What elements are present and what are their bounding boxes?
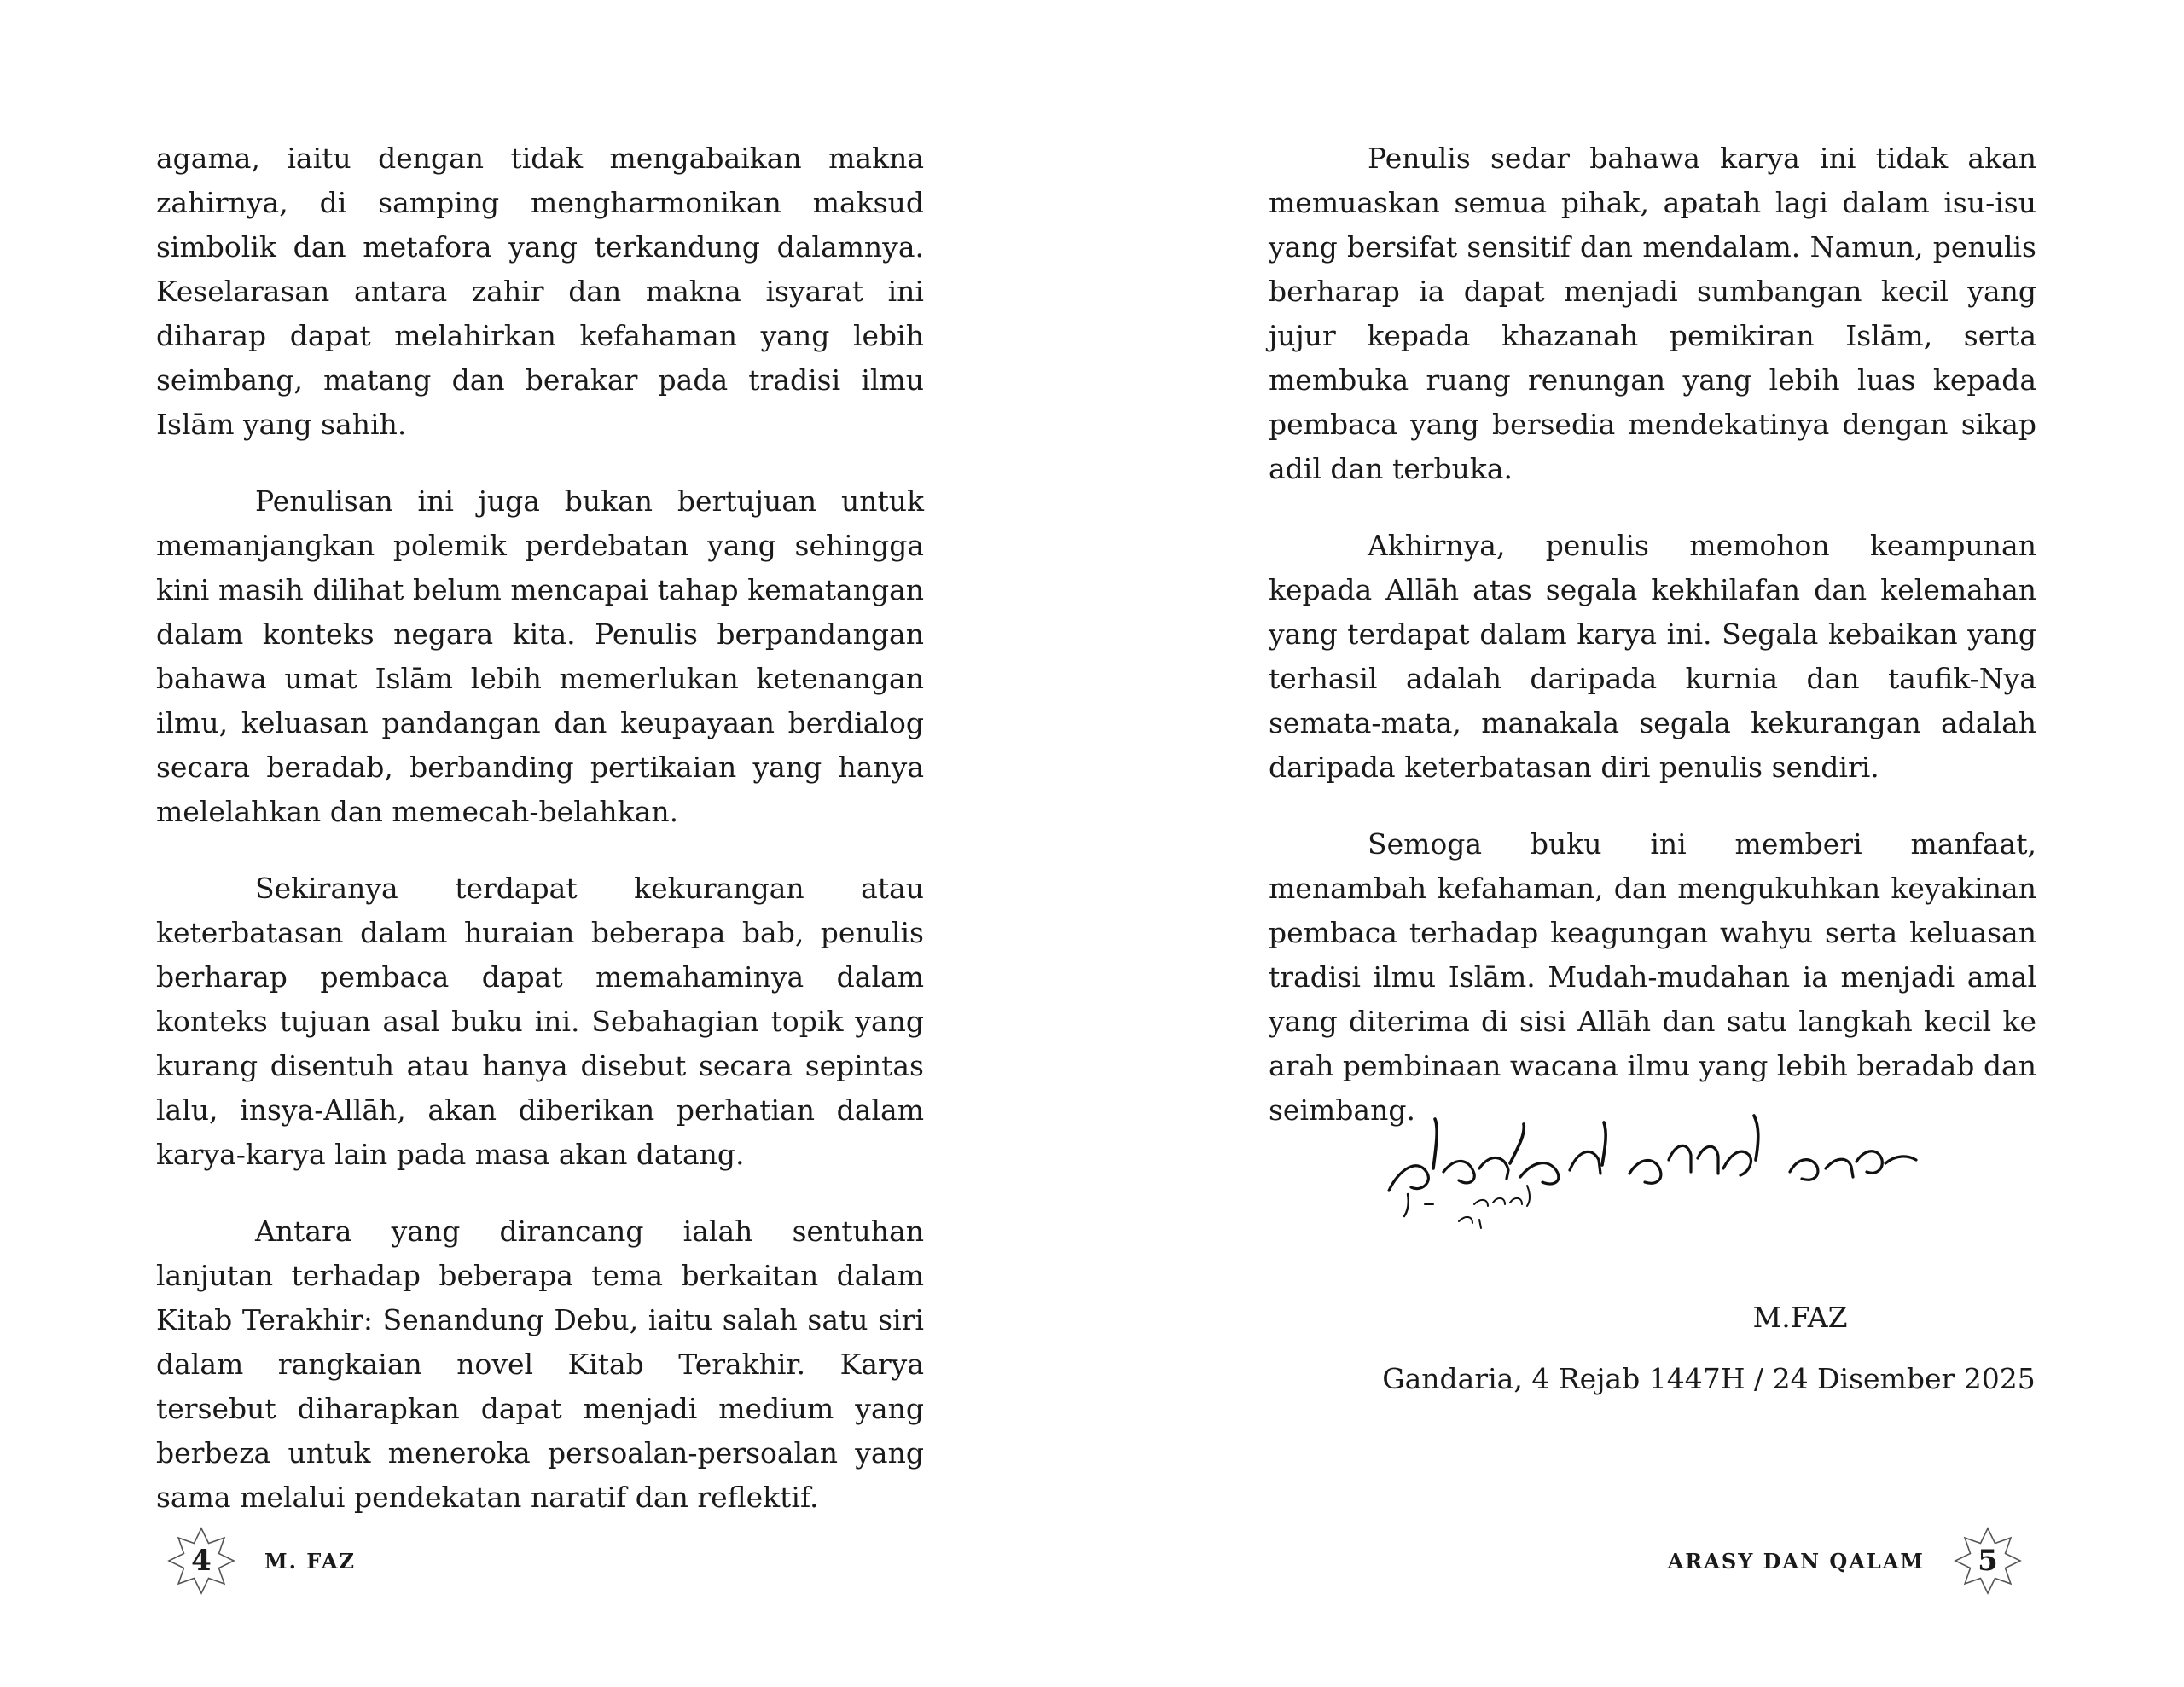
right-page: [1092, 0, 2184, 1687]
right-page-footer: [1668, 1527, 2022, 1595]
running-header-title: ARASY DAN QALAM: [1667, 1548, 1925, 1574]
running-header-author: M. FAZ: [264, 1548, 357, 1574]
page-number: 5: [1978, 1544, 1998, 1578]
left-page-footer: [167, 1527, 356, 1595]
paragraph: Antara yang dirancang ialah sentuhan lanjutan terhadap beberapa tema berkaitan dalam Kitab Terakhir: Senandung Debu, iaitu salah satu siri dalam rangkaian novel Kitab Terakhir. Karya tersebut diharapkan dapat menjadi medium yang berbeza untuk meneroka persoalan-persoalan yang sama melalui pendekatan naratif dan reflektif.: [156, 1215, 924, 1514]
page-number: 4: [191, 1544, 212, 1578]
right-page-body: [1269, 136, 2036, 1165]
paragraph: Penulisan ini juga bukan bertujuan untuk memanjangkan polemik perdebatan yang sehingga kini masih dilihat belum mencapai tahap kematangan dalam konteks negara kita. Penulis berpandangan bahawa umat Islām lebih memerlukan ketenangan ilmu, keluasan pandangan dan keupayaan berdialog secara beradab, berbanding pertikaian yang hanya melelahkan dan memecah-belahkan.: [156, 484, 924, 828]
paragraph: Semoga buku ini memberi manfaat, menambah kefahaman, dan mengukuhkan keyakinan pembaca terhadap keagungan wahyu serta keluasan tradisi ilmu Islām. Mudah-mudahan ia menjadi amal yang diterima di sisi Allāh dan satu langkah kecil ke arah pembinaan wacana ilmu yang lebih beradab dan seimbang.: [1269, 827, 2036, 1127]
paragraph: Sekiranya terdapat kekurangan atau keterbatasan dalam huraian beberapa bab, penulis berharap pembaca dapat memahaminya dalam konteks tujuan asal buku ini. Sebahagian topik yang kurang disentuh atau hanya disebut secara sepintas lalu, insya-Allāh, akan diberikan perhatian dalam karya-karya lain pada masa akan datang.: [156, 872, 924, 1171]
place-date: Gandaria, 4 Rejab 1447H / 24 Disember 2025: [1382, 1362, 2036, 1395]
paragraph: Penulis sedar bahawa karya ini tidak akan memuaskan semua pihak, apatah lagi dalam isu-isu yang bersifat sensitif dan mendalam. Namun, penulis berharap ia dapat menjadi sumbangan kecil yang jujur kepada khazanah pemikiran Islām, serta membuka ruang renungan yang lebih luas kepada pembaca yang bersedia mendekatinya dengan sikap adil dan terbuka.: [1269, 142, 2036, 485]
page-number-badge: [167, 1527, 235, 1595]
page-number-badge: [1954, 1527, 2022, 1595]
author-name: M.FAZ: [1752, 1301, 1848, 1334]
paragraph: agama, iaitu dengan tidak mengabaikan makna zahirnya, di samping mengharmonikan maksud simbolik dan metafora yang terkandung dalamnya. Keselarasan antara zahir dan makna isyarat ini diharap dapat melahirkan kefahaman yang lebih seimbang, matang dan berakar pada tradisi ilmu Islām yang sahih.: [156, 142, 924, 441]
left-page-body: [156, 136, 924, 1552]
handwritten-signature: [1374, 1109, 1937, 1237]
paragraph: Akhirnya, penulis memohon keampunan kepada Allāh atas segala kekhilafan dan kelemahan yang terdapat dalam karya ini. Segala kebaikan yang terhasil adalah daripada kurnia dan taufik-Nya semata-mata, manakala segala kekurangan adalah daripada keterbatasan diri penulis sendiri.: [1269, 529, 2036, 784]
